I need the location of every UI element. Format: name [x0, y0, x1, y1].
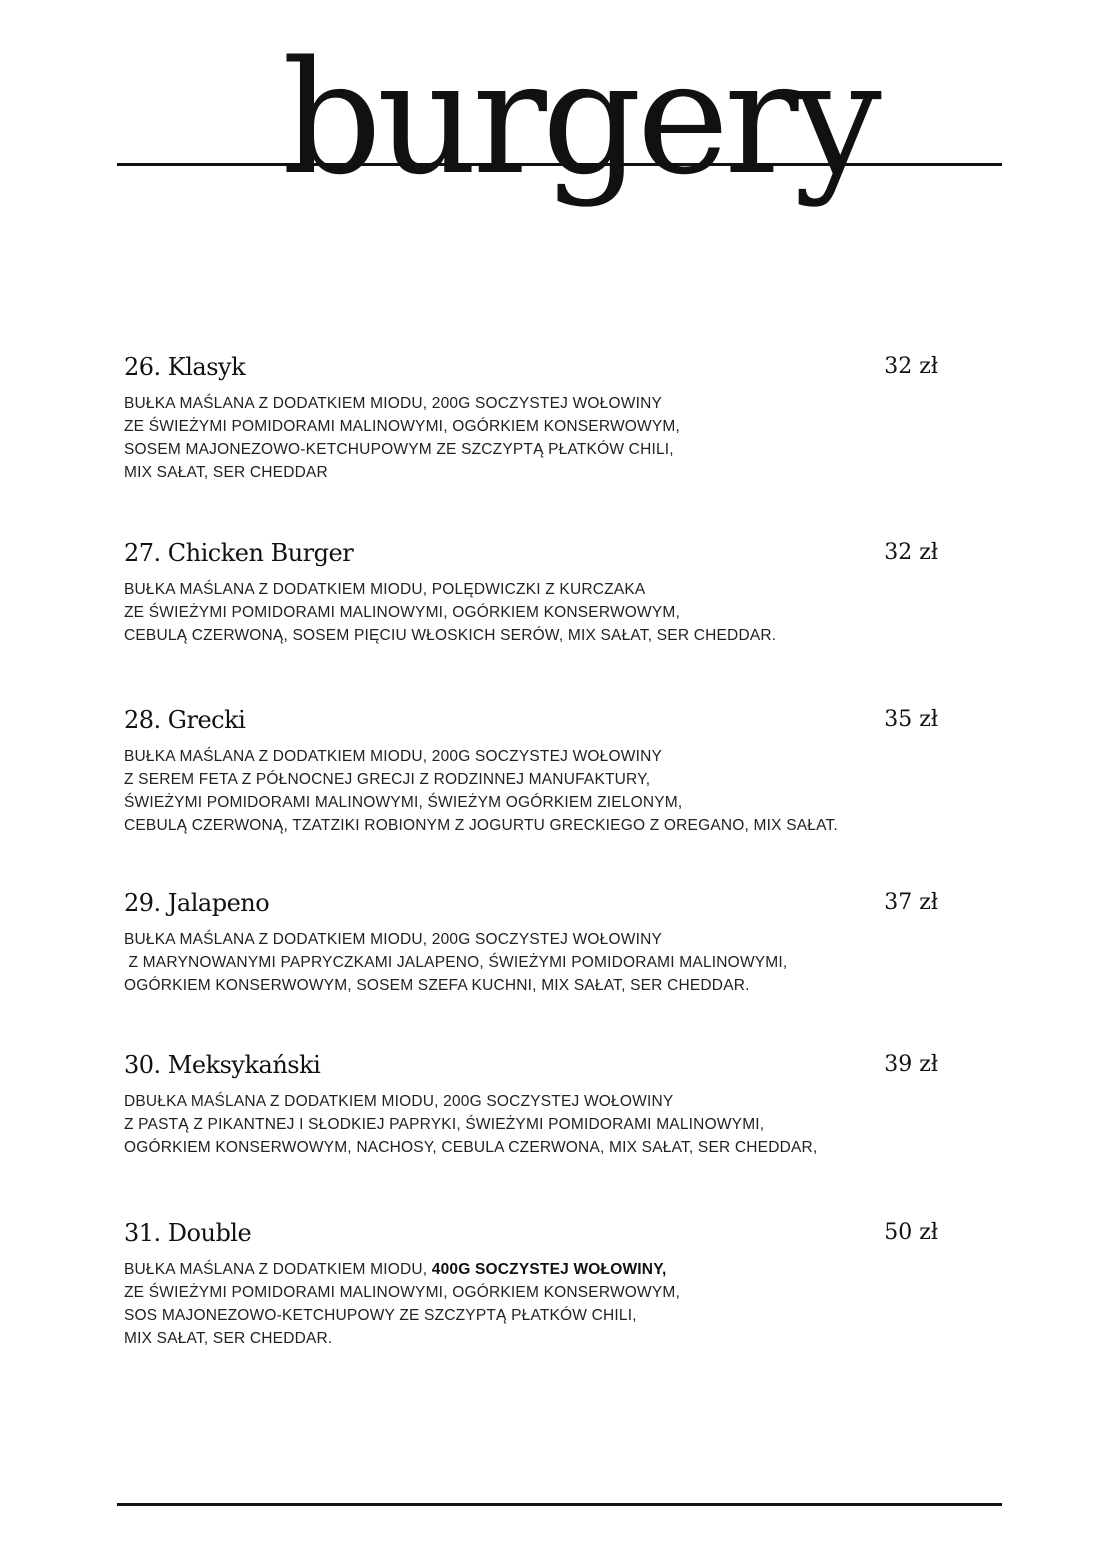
menu-item-name: 26. Klasyk: [124, 353, 246, 381]
menu-item: [124, 538, 940, 647]
menu-item-description: [124, 392, 940, 484]
description-line: MIX SAŁAT, SER CHEDDAR: [124, 464, 328, 481]
menu-item-name: 31. Double: [124, 1219, 252, 1247]
menu-item-price: 32 zł: [884, 540, 938, 565]
menu-item-price: 39 zł: [884, 1052, 938, 1077]
menu-item-description: [124, 745, 940, 837]
menu-item-price: 50 zł: [884, 1220, 938, 1245]
menu-item-name: 30. Meksykański: [124, 1051, 321, 1079]
page-title: burgery: [282, 27, 877, 209]
description-line: BUŁKA MAŚLANA Z DODATKIEM MIODU, 200G SOCZYSTEJ WOŁOWINY: [124, 395, 663, 412]
menu-item: [124, 705, 940, 837]
description-line: DBUŁKA MAŚLANA Z DODATKIEM MIODU, 200G SOCZYSTEJ WOŁOWINY: [124, 1093, 674, 1110]
description-line: OGÓRKIEM KONSERWOWYM, SOSEM SZEFA KUCHNI, MIX SAŁAT, SER CHEDDAR.: [124, 977, 750, 994]
menu-item-name: 29. Jalapeno: [124, 889, 270, 917]
description-line: ŚWIEŻYMI POMIDORAMI MALINOWYMI, ŚWIEŻYM OGÓRKIEM ZIELONYM,: [124, 794, 683, 811]
menu-item-header: [124, 1218, 940, 1250]
menu-item-header: [124, 705, 940, 737]
menu-item-description: [124, 1258, 940, 1350]
description-line: ZE ŚWIEŻYMI POMIDORAMI MALINOWYMI, OGÓRKIEM KONSERWOWYM,: [124, 1284, 681, 1301]
menu-item-price: 32 zł: [884, 354, 938, 379]
description-line: ZE ŚWIEŻYMI POMIDORAMI MALINOWYMI, OGÓRKIEM KONSERWOWYM,: [124, 604, 681, 621]
description-line: OGÓRKIEM KONSERWOWYM, NACHOSY, CEBULA CZERWONA, MIX SAŁAT, SER CHEDDAR,: [124, 1139, 818, 1156]
menu-item-header: [124, 352, 940, 384]
description-line: [124, 1258, 940, 1281]
description-line: SOS MAJONEZOWO-KETCHUPOWY ZE SZCZYPTĄ PŁATKÓW CHILI,: [124, 1307, 637, 1324]
menu-item: [124, 1050, 940, 1159]
menu-item-price: 35 zł: [884, 707, 938, 732]
description-line: BUŁKA MAŚLANA Z DODATKIEM MIODU, POLĘDWICZKI Z KURCZAKA: [124, 581, 646, 598]
description-line: CEBULĄ CZERWONĄ, TZATZIKI ROBIONYM Z JOGURTU GRECKIEGO Z OREGANO, MIX SAŁAT.: [124, 817, 838, 834]
menu-item-name: 28. Grecki: [124, 706, 246, 734]
description-line: MIX SAŁAT, SER CHEDDAR.: [124, 1330, 333, 1347]
menu-item: [124, 888, 940, 997]
menu-item: [124, 1218, 940, 1350]
description-text: BUŁKA MAŚLANA Z DODATKIEM MIODU,: [124, 1261, 432, 1278]
menu-item-description: [124, 1090, 940, 1159]
description-line: Z PASTĄ Z PIKANTNEJ I SŁODKIEJ PAPRYKI, ŚWIEŻYMI POMIDORAMI MALINOWYMI,: [124, 1116, 765, 1133]
menu-item-description: [124, 928, 940, 997]
description-highlight: 400G SOCZYSTEJ WOŁOWINY,: [431, 1261, 667, 1278]
menu-item-header: [124, 538, 940, 570]
description-line: BUŁKA MAŚLANA Z DODATKIEM MIODU, 200G SOCZYSTEJ WOŁOWINY: [124, 748, 663, 765]
description-line: CEBULĄ CZERWONĄ, SOSEM PIĘCIU WŁOSKICH SERÓW, MIX SAŁAT, SER CHEDDAR.: [124, 627, 777, 644]
menu-item: [124, 352, 940, 484]
description-line: Z MARYNOWANYMI PAPRYCZKAMI JALAPENO, ŚWIEŻYMI POMIDORAMI MALINOWYMI,: [124, 954, 788, 971]
bottom-rule: [117, 1503, 1002, 1506]
description-line: ZE ŚWIEŻYMI POMIDORAMI MALINOWYMI, OGÓRKIEM KONSERWOWYM,: [124, 418, 681, 435]
menu-item-name: 27. Chicken Burger: [124, 539, 354, 567]
menu-item-header: [124, 1050, 940, 1082]
description-line: BUŁKA MAŚLANA Z DODATKIEM MIODU, 200G SOCZYSTEJ WOŁOWINY: [124, 931, 663, 948]
menu-item-description: [124, 578, 940, 647]
description-line: SOSEM MAJONEZOWO-KETCHUPOWYM ZE SZCZYPTĄ PŁATKÓW CHILI,: [124, 441, 674, 458]
description-line: Z SEREM FETA Z PÓŁNOCNEJ GRECJI Z RODZINNEJ MANUFAKTURY,: [124, 771, 651, 788]
menu-item-header: [124, 888, 940, 920]
menu-item-price: 37 zł: [884, 890, 938, 915]
